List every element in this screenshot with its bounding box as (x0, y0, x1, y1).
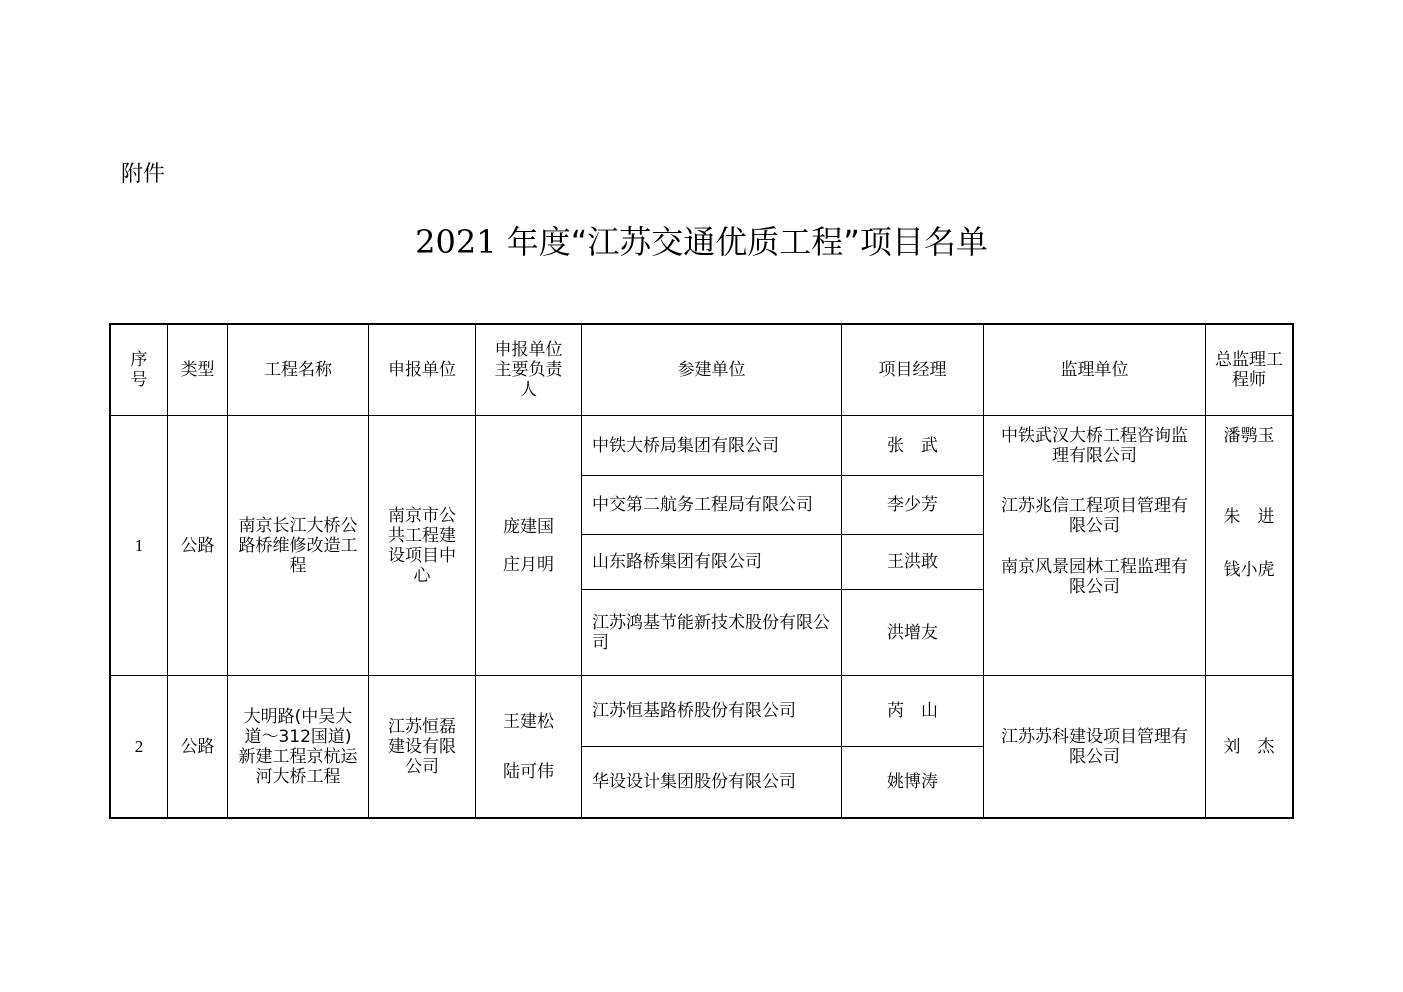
row1-participant-4: 江苏鸿基节能新技术股份有限公司 (592, 612, 830, 653)
row1-manager-1: 张 武 (887, 435, 938, 456)
row1-chief-2: 朱 进 (1223, 507, 1275, 527)
row1-no: 1 (134, 535, 144, 555)
header-project-name: 工程名称 (264, 360, 332, 380)
row2-applicant: 江苏恒磊建设有限公司 (388, 716, 456, 777)
row2-manager-2: 姚博涛 (887, 772, 938, 792)
row2-no: 2 (134, 736, 144, 756)
row1-supervisor-2: 江苏兆信工程项目管理有限公司 (1001, 496, 1188, 536)
row1-supervisor-1: 中铁武汉大桥工程咨询监理有限公司 (1001, 426, 1188, 466)
header-type: 类型 (180, 360, 215, 380)
page-title (0, 220, 1403, 264)
header-supervisor-unit: 监理单位 (1060, 360, 1129, 380)
row1-participant-1: 中铁大桥局集团有限公司 (592, 435, 779, 456)
title-year: 2021 (415, 223, 497, 261)
row2-project-name: 大明路(中吴大道～312国道)新建工程京杭运河大桥工程 (238, 706, 358, 787)
header-applicant: 申报单位 (388, 360, 456, 380)
row1-project-name: 南京长江大桥公路桥维修改造工程 (238, 515, 358, 576)
row1-manager-4: 洪增友 (887, 622, 938, 643)
row1-participant-2: 中交第二航务工程局有限公司 (592, 495, 813, 515)
row1-applicant: 南京市公共工程建设项目中心 (388, 505, 456, 586)
title-text: 年度“江苏交通优质工程”项目名单 (506, 223, 988, 261)
row1-leader-2: 庄月明 (503, 554, 554, 575)
project-table (109, 323, 1294, 819)
header-project-manager: 项目经理 (878, 360, 947, 380)
row1-leader-1: 庞建国 (503, 516, 554, 537)
row1-supervisor-3: 南京风景园林工程监理有限公司 (1001, 557, 1188, 597)
row2-participant-2: 华设设计集团股份有限公司 (592, 772, 796, 792)
row2-chief-1: 刘 杰 (1223, 736, 1275, 757)
header-chief-supervisor: 总监理工程师 (1215, 350, 1283, 390)
row2-manager-1: 芮 山 (887, 701, 938, 721)
header-no: 序号 (130, 350, 148, 390)
row1-manager-2: 李少芳 (887, 495, 938, 515)
row1-chief-3: 钱小虎 (1223, 560, 1275, 580)
row2-type: 公路 (180, 736, 215, 757)
row1-participant-3: 山东路桥集团有限公司 (592, 552, 762, 572)
row2-supervisor-1: 江苏苏科建设项目管理有限公司 (1001, 726, 1188, 767)
row1-manager-3: 王洪敢 (887, 552, 938, 572)
attachment-label: 附件 (121, 162, 166, 187)
row1-type: 公路 (180, 535, 215, 556)
header-applicant-leader: 申报单位主要负责人 (494, 340, 563, 400)
row2-leader-1: 王建松 (503, 711, 554, 732)
row2-leader-2: 陆可伟 (503, 761, 554, 782)
header-participants: 参建单位 (677, 360, 746, 380)
row2-participant-1: 江苏恒基路桥股份有限公司 (592, 701, 796, 721)
row1-chief-1: 潘鹗玉 (1223, 426, 1275, 446)
